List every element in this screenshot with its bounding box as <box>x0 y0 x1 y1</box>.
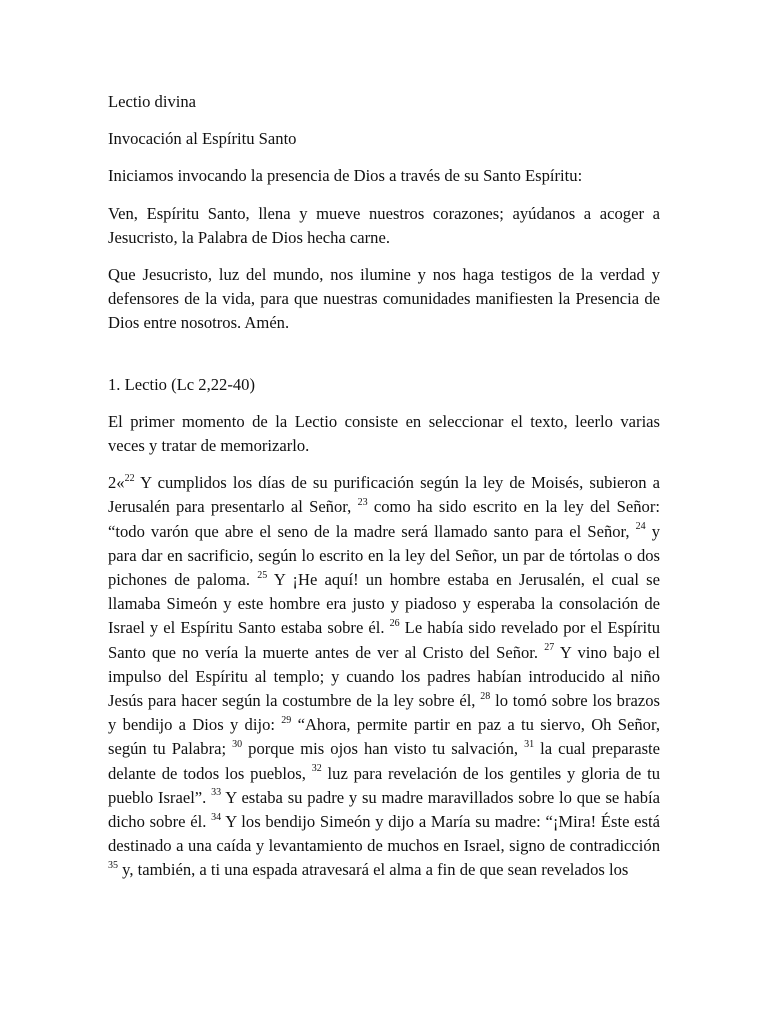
verse-text: y para dar en sacrificio, según lo escrito en la ley del Señor, un par de tórtolas o dos pichones de paloma. <box>108 521 660 590</box>
prayer-paragraph-2: Que Jesucristo, luz del mundo, nos ilumine y nos haga testigos de la verdad y defensores de la vida, para que nuestras comunidades manifiesten la Presencia de Dios entre nosotros. Amén. <box>108 265 660 333</box>
verse-text: Y ¡He aquí! un hombre estaba en Jerusalén, el cual se llamaba Simeón y este hombre era justo y piadoso y esperaba la consolación de Israel y el Espíritu Santo estaba sobre él. <box>108 570 660 638</box>
verse-number: 25 <box>257 569 268 581</box>
verse-number: 22 <box>124 472 135 484</box>
verse-number: 34 <box>211 811 222 823</box>
scripture-prefix: 2« <box>108 473 125 493</box>
prayer-paragraph-1: Ven, Espíritu Santo, llena y mueve nuestros corazones; ayúdanos a acoger a Jesucristo, la Palabra de Dios hecha carne. <box>108 203 660 247</box>
verse-text: Y los bendijo Simeón y dijo a María su madre: “¡Mira! Éste está destinado a una caída y levantamiento de muchos en Israel, signo de contradicción <box>108 812 660 856</box>
verse-number: 28 <box>480 690 491 702</box>
verse-text: Y vino bajo el impulso del Espíritu al templo; y cuando los padres habían introducido al niño Jesús para hacer según la costumbre de la ley sobre él, <box>108 642 661 711</box>
section-spacer <box>108 349 660 373</box>
verse-number: 35 <box>108 859 118 871</box>
verse-text: Y estaba su padre y su madre maravillados sobre lo que se había dicho sobre él. <box>108 787 660 832</box>
verse-number: 33 <box>211 787 222 799</box>
verse-text: Y cumplidos los días de su purificación según la ley de Moisés, subieron a Jerusalén para presentarlo al Señor, <box>108 473 660 517</box>
verse-number: 23 <box>357 496 368 508</box>
scripture-passage <box>108 471 660 882</box>
verse-text: luz para revelación de los gentiles y gloria de tu pueblo Israel”. <box>108 763 660 807</box>
intro-paragraph: Iniciamos invocando la presencia de Dios a través de su Santo Espíritu: <box>108 166 583 186</box>
verse-text: como ha sido escrito en la ley del Señor: “todo varón que abre el seno de la madre será llamado santo para el Señor, <box>108 497 660 541</box>
verse-number: 31 <box>524 738 535 750</box>
verse-number: 32 <box>311 763 322 775</box>
verse-text: y, también, a ti una espada atravesará el alma a fin de que sean revelados los <box>118 860 629 880</box>
section-intro-paragraph: El primer momento de la Lectio consiste en seleccionar el texto, leerlo varias veces y tratar de memorizarlo. <box>108 411 660 456</box>
verse-number: 24 <box>635 521 646 533</box>
section-heading: 1. Lectio (Lc 2,22-40) <box>108 374 255 394</box>
document-subtitle: Invocación al Espíritu Santo <box>108 129 297 149</box>
verse-text: “Ahora, permite partir en paz a tu siervo, Oh Señor, según tu Palabra; <box>108 715 660 759</box>
verse-number: 27 <box>544 642 555 654</box>
verse-number: 30 <box>232 738 243 750</box>
verse-text: la cual preparaste delante de todos los pueblos, <box>108 739 660 783</box>
verse-text: Le había sido revelado por el Espíritu Santo que no vería la muerte antes de ver al Cristo del Señor. <box>108 618 660 662</box>
verse-number: 26 <box>389 617 400 629</box>
document-title: Lectio divina <box>108 92 197 111</box>
verse-number: 29 <box>281 714 292 726</box>
verse-text: porque mis ojos han visto tu salvación, <box>242 739 525 759</box>
verse-text: lo tomó sobre los brazos y bendijo a Dios y dijo: <box>108 691 660 735</box>
